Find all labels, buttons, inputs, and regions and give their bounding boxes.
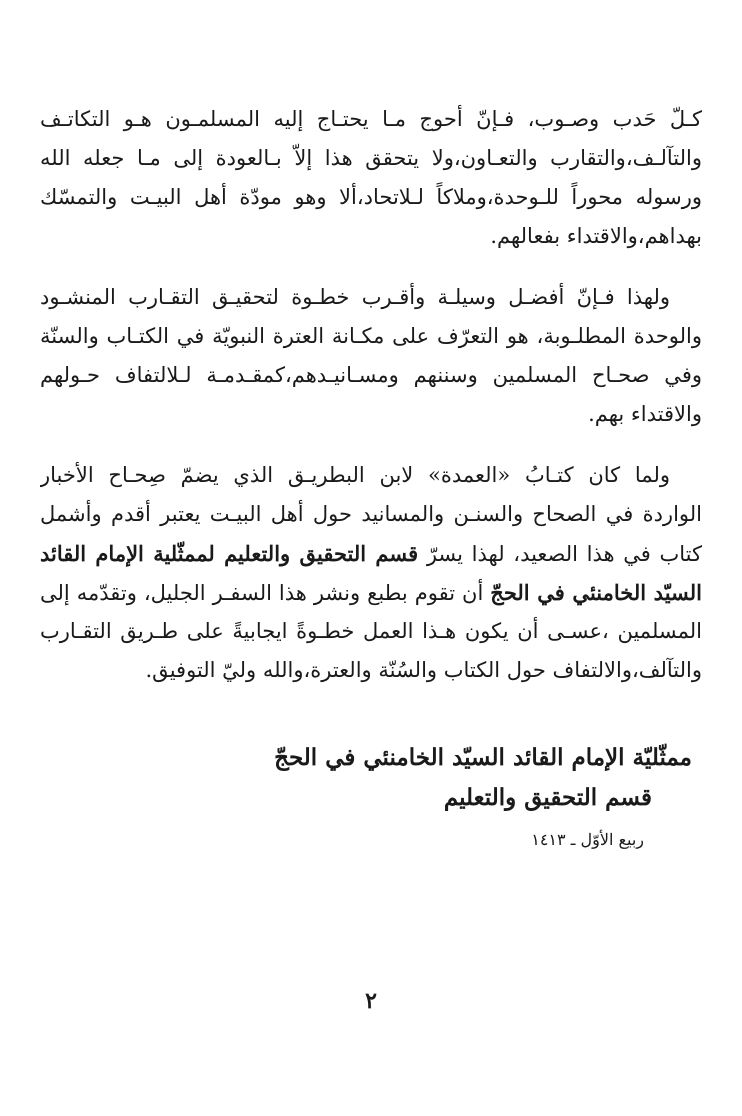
text-line: ولهذا فـإنّ أفضـل وسيلـة وأقـرب خطـوة لتحقيـق التقـارب المنشـود — [40, 285, 670, 309]
text-line: ولما كان كتـابُ «العمدة» لابن البطريـق الذي يضمّ صِحـاح الأخبار — [40, 463, 670, 487]
text-line: وفي صحـاح المسلمين وسننهم ومسـانيـدهم،كمقـدمـة لـلالتفاف حـولهم — [40, 363, 702, 387]
signature-date: ربيع الأوّل ـ ١٤١٣ — [531, 830, 644, 849]
signature-organization: ممثّليّة الإمام القائد السيّد الخامنئي في الحجّ — [274, 744, 692, 771]
text-line: والتآلـف،والتقارب والتعـاون،ولا يتحقق هذا إلاّ بـالعودة إلى مـا جعله الله — [40, 146, 702, 170]
page-number: ٢ — [365, 988, 377, 1014]
organization-name: قسم التحقيق والتعليم لممثّلية الإمام القائد — [40, 541, 419, 566]
signature-block — [232, 738, 692, 858]
text-line: بهداهم،والاقتداء بفعالهم. — [490, 224, 702, 248]
text-line: والوحدة المطلـوبة، هو التعرّف على مكـانة العترة النبويّة في الكتـاب والسنّة — [40, 324, 702, 348]
text-line: والتآلف،والالتفاف حول الكتاب والسُنّة والعترة،والله وليّ التوفيق. — [145, 658, 702, 682]
text-line: ورسوله محوراً للـوحدة،وملاكاً لـلاتحاد،ألا وهو مودّة أهل البيـت والتمسّك — [40, 185, 702, 209]
text-segment: كتاب في هذا الصعيد، لهذا يسرّ — [426, 542, 702, 566]
text-line: الواردة في الصحاح والسنـن والمسانيد حول أهل البيـت يعتبر أقدم وأشمل — [40, 502, 702, 526]
paragraph-2 — [40, 278, 702, 434]
text-line: المسلمين ،عسـى أن يكون هـذا العمل خطـوةً ايجابيةً على طـريق التقـارب — [40, 619, 702, 643]
text-line — [40, 534, 702, 573]
signature-department: قسم التحقيق والتعليم — [443, 784, 652, 811]
text-line — [40, 573, 702, 612]
body-text — [40, 100, 702, 712]
text-line: والاقتداء بهم. — [588, 402, 702, 426]
text-segment: أن تقوم بطبع ونشر هذا السفـر الجليل، وتقدّمه إلى — [40, 581, 484, 605]
paragraph-3 — [40, 456, 702, 690]
organization-name: السيّد الخامنئي في الحجّ — [490, 580, 702, 605]
text-line: كـلّ حَدب وصـوب، فـإنّ أحوج مـا يحتـاج إليه المسلمـون هـو التكاتـف — [40, 107, 702, 131]
paragraph-1 — [40, 100, 702, 256]
